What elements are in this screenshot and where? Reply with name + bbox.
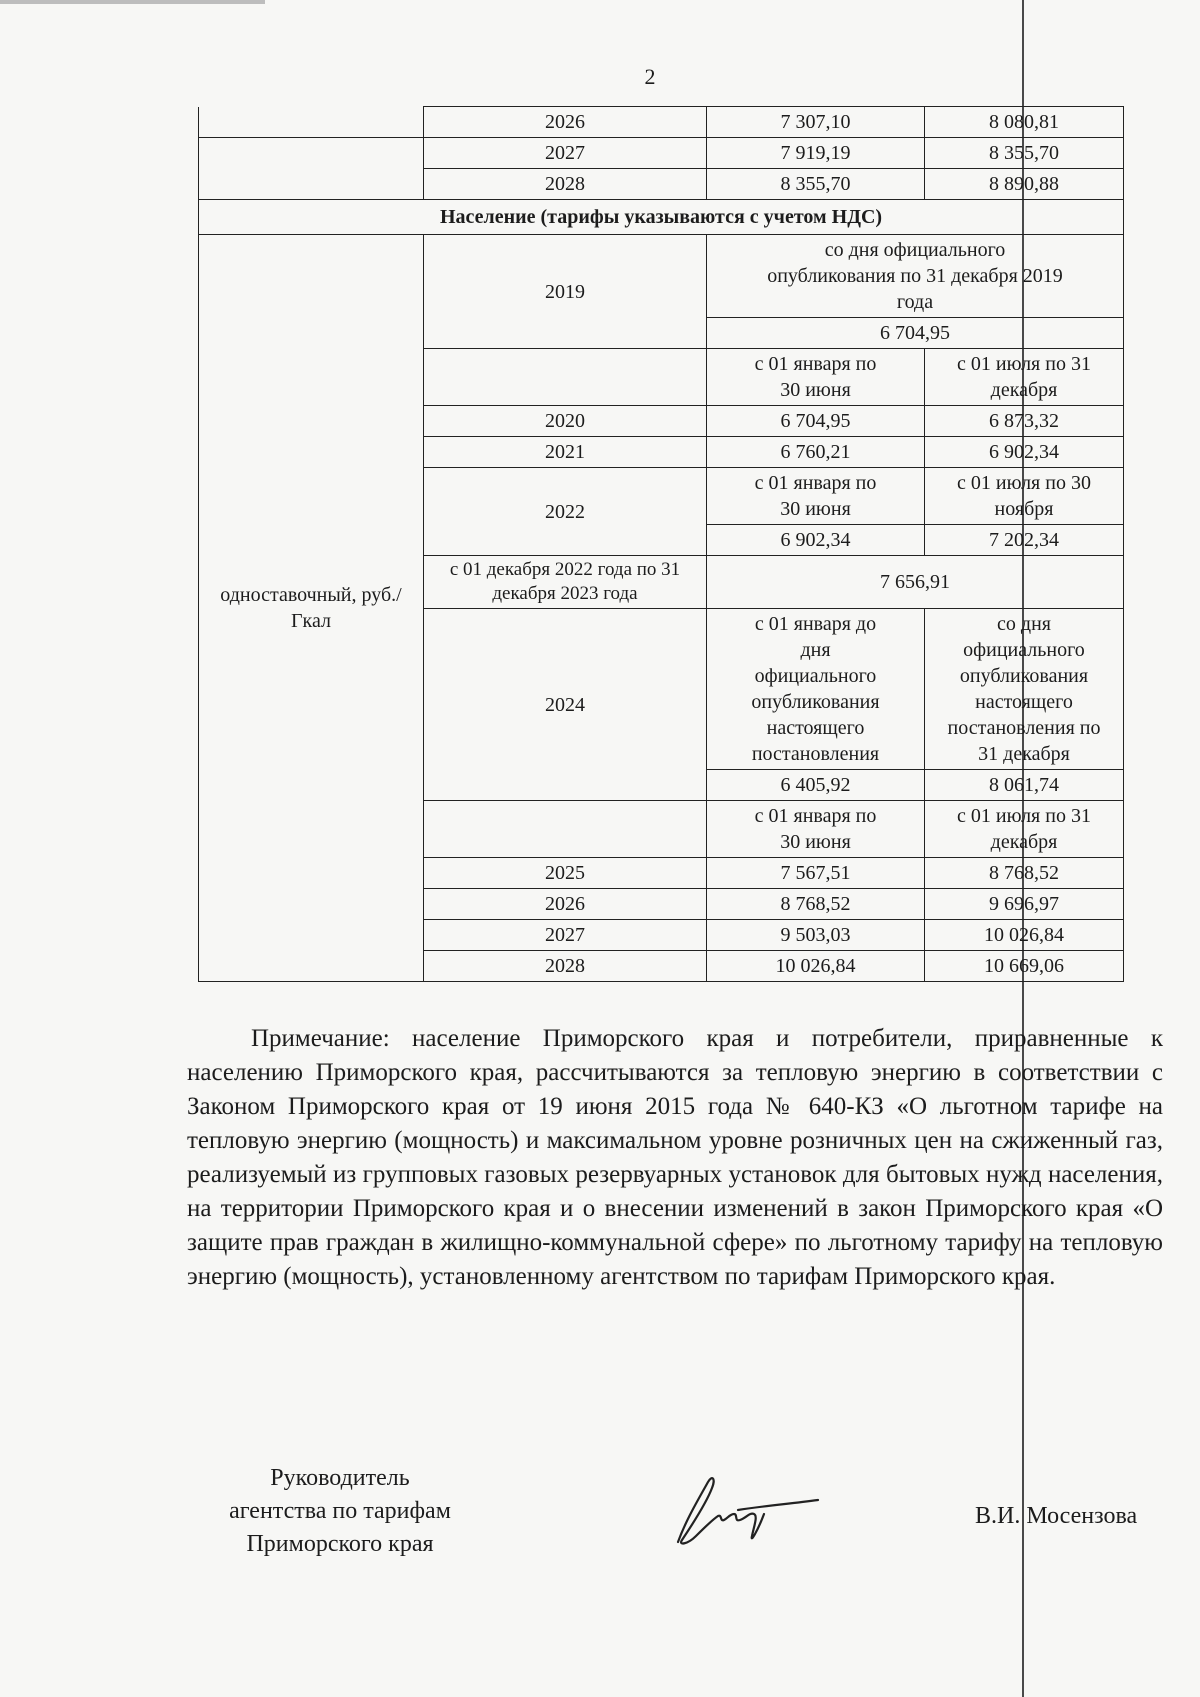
- tariff-type-cell: одноставочный, руб./Гкал: [199, 235, 424, 982]
- year-cell: 2026: [424, 889, 707, 920]
- table-row: [199, 235, 1124, 318]
- table-row: [199, 169, 1124, 200]
- period-cell: со дня официального опубликования настоящего постановления по 31 декабря: [925, 609, 1124, 770]
- period-cell: с 01 января до дня официального опубликования настоящего постановления: [707, 609, 925, 770]
- empty-cell: [424, 349, 707, 406]
- tariff-value: 8 768,52: [925, 858, 1124, 889]
- tariff-value: 8 061,74: [925, 770, 1124, 801]
- tariff-value: 6 873,32: [925, 406, 1124, 437]
- tariff-value: 6 902,34: [925, 437, 1124, 468]
- tariff-value: 7 919,19: [707, 138, 925, 169]
- tariff-value: 8 355,70: [925, 138, 1124, 169]
- year-cell: 2024: [424, 609, 707, 801]
- signer-title: [190, 1462, 490, 1561]
- scan-edge-mark: [0, 0, 265, 4]
- year-cell: 2027: [424, 920, 707, 951]
- tariff-value: 10 026,84: [707, 951, 925, 982]
- table-row: [199, 138, 1124, 169]
- tariff-value: 6 704,95: [707, 318, 1124, 349]
- year-cell: 2025: [424, 858, 707, 889]
- empty-cell: [424, 801, 707, 858]
- note-paragraph: Примечание: население Приморского края и потребители, приравненные к населению Приморского края, рассчитываются за тепловую энергию в соответствии с Законом Приморского края от 19 июня 2015 года № 640-КЗ «О льготном тарифе на тепловую энергию (мощность) и максимальном уровне розничных цен на сжиженный газ, реализуемый из групповых газовых резервуарных установок для бытовых нужд населения, на территории Приморского края и о внесении изменений в закон Приморского края «О защите прав граждан в жилищно-коммунальной сфере» по льготному тарифу на тепловую энергию (мощность), установленному агентством по тарифам Приморского края.: [187, 1025, 1163, 1290]
- tariff-value: 9 503,03: [707, 920, 925, 951]
- period-cell: с 01 июля по 30 ноября: [925, 468, 1124, 525]
- tariff-value: 7 656,91: [707, 556, 1124, 609]
- page-number: 2: [644, 64, 656, 89]
- tariff-value: 7 202,34: [925, 525, 1124, 556]
- table-row: [199, 107, 1124, 138]
- tariff-value: 8 768,52: [707, 889, 925, 920]
- period-cell: с 01 января по 30 июня: [707, 468, 925, 525]
- year-cell: 2027: [424, 138, 707, 169]
- period-cell: со дня официального опубликования по 31 декабря 2019 года: [707, 235, 1124, 318]
- tariff-value: 6 405,92: [707, 770, 925, 801]
- signer-title-line: Руководитель: [270, 1465, 410, 1491]
- period-cell: с 01 декабря 2022 года по 31 декабря 2023 года: [424, 556, 707, 609]
- year-cell: 2026: [424, 107, 707, 138]
- tariff-value: 6 902,34: [707, 525, 925, 556]
- tariff-value: 8 355,70: [707, 169, 925, 200]
- tariff-value: 6 704,95: [707, 406, 925, 437]
- period-cell: с 01 июля по 31 декабря: [925, 801, 1124, 858]
- period-cell: с 01 июля по 31 декабря: [925, 349, 1124, 406]
- empty-cell: [199, 169, 424, 200]
- signer-title-line: Приморского края: [246, 1531, 434, 1557]
- year-cell: 2020: [424, 406, 707, 437]
- signer-title-line: агентства по тарифам: [229, 1498, 451, 1524]
- year-cell: 2019: [424, 235, 707, 349]
- year-cell: 2021: [424, 437, 707, 468]
- period-cell: с 01 января по 30 июня: [707, 349, 925, 406]
- tariff-value: 8 080,81: [925, 107, 1124, 138]
- tariff-value: 6 760,21: [707, 437, 925, 468]
- tariff-table: [198, 106, 1124, 982]
- year-cell: 2022: [424, 468, 707, 556]
- tariff-value: 7 567,51: [707, 858, 925, 889]
- tariff-value: 8 890,88: [925, 169, 1124, 200]
- tariff-value: 7 307,10: [707, 107, 925, 138]
- year-cell: 2028: [424, 169, 707, 200]
- year-cell: 2028: [424, 951, 707, 982]
- section-heading: Население (тарифы указываются с учетом НДС): [199, 200, 1124, 235]
- tariff-value: 9 696,97: [925, 889, 1124, 920]
- period-cell: с 01 января по 30 июня: [707, 801, 925, 858]
- tariff-value: 10 026,84: [925, 920, 1124, 951]
- empty-cell: [199, 107, 424, 138]
- empty-cell: [199, 138, 424, 169]
- signer-name: В.И. Мосензова: [975, 1503, 1138, 1529]
- tariff-value: 10 669,06: [925, 951, 1124, 982]
- handwritten-signature: [668, 1470, 828, 1550]
- section-heading-row: [199, 200, 1124, 235]
